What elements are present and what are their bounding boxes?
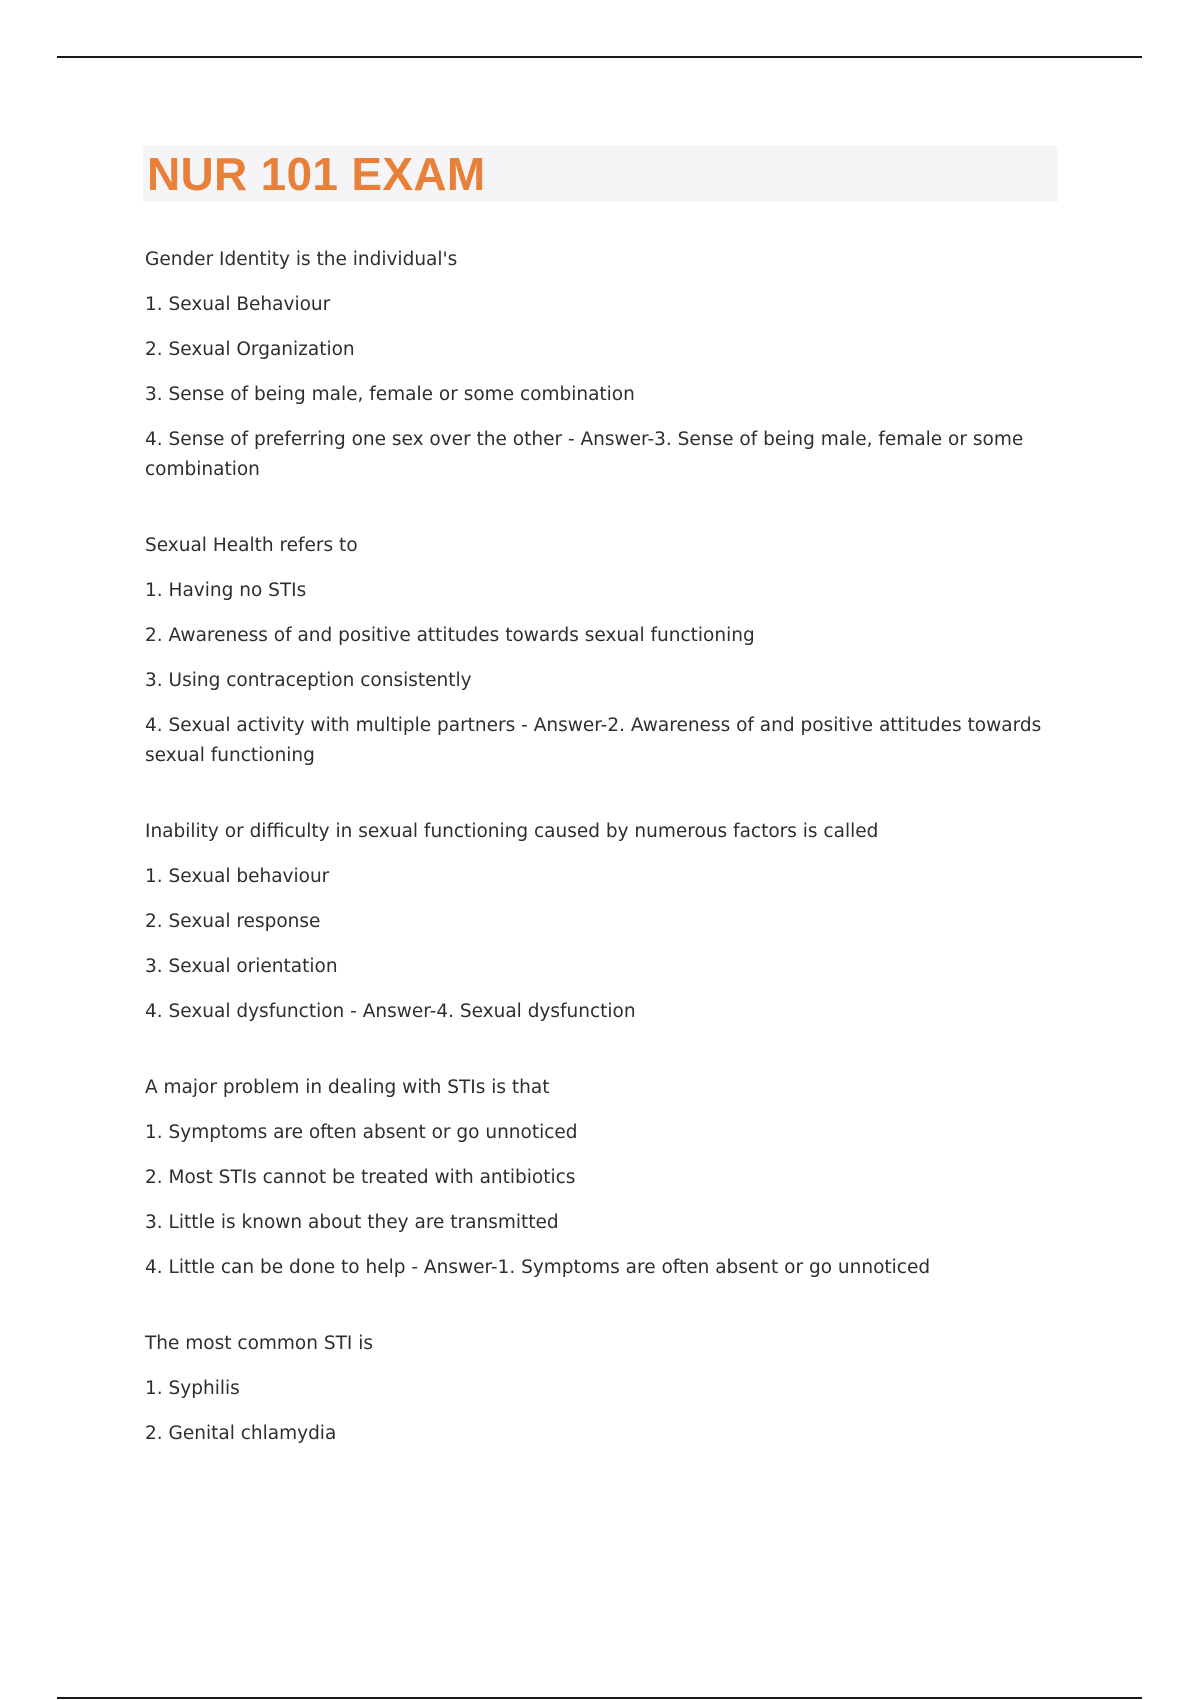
answer-option-with-key: 4. Sense of preferring one sex over the other - Answer-3. Sense of being male, female or some combination xyxy=(145,429,1024,480)
footer-rule xyxy=(57,1697,1142,1699)
question-block xyxy=(145,1073,1045,1283)
document-title: NUR 101 EXAM xyxy=(147,148,486,200)
question-stem: Inability or difficulty in sexual functioning caused by numerous factors is called xyxy=(145,821,879,842)
answer-option: 2. Genital chlamydia xyxy=(145,1423,337,1444)
answer-option-with-key: 4. Sexual activity with multiple partners - Answer-2. Awareness of and positive attitudes towards sexual functioning xyxy=(145,715,1042,766)
question-block xyxy=(145,531,1045,771)
answer-option: 1. Sexual Behaviour xyxy=(145,294,331,315)
answer-option: 2. Sexual Organization xyxy=(145,339,355,360)
question-stem: Gender Identity is the individual's xyxy=(145,249,458,270)
header-rule xyxy=(57,56,1142,58)
answer-option: 2. Most STIs cannot be treated with antibiotics xyxy=(145,1167,576,1188)
answer-option: 3. Little is known about they are transmitted xyxy=(145,1212,559,1233)
question-block xyxy=(145,245,1045,485)
answer-option: 3. Sexual orientation xyxy=(145,956,338,977)
answer-option: 1. Symptoms are often absent or go unnoticed xyxy=(145,1122,578,1143)
answer-option-with-key: 4. Little can be done to help - Answer-1. Symptoms are often absent or go unnoticed xyxy=(145,1257,931,1278)
answer-option: 2. Sexual response xyxy=(145,911,321,932)
answer-option: 1. Sexual behaviour xyxy=(145,866,330,887)
question-block xyxy=(145,817,1045,1027)
question-block xyxy=(145,1329,1045,1449)
answer-option: 2. Awareness of and positive attitudes towards sexual functioning xyxy=(145,625,755,646)
question-stem: Sexual Health refers to xyxy=(145,535,358,556)
answer-option: 1. Syphilis xyxy=(145,1378,240,1399)
question-list xyxy=(145,245,1045,1495)
answer-option: 3. Sense of being male, female or some combination xyxy=(145,384,635,405)
question-stem: A major problem in dealing with STIs is that xyxy=(145,1077,550,1098)
answer-option-with-key: 4. Sexual dysfunction - Answer-4. Sexual dysfunction xyxy=(145,1001,636,1022)
answer-option: 3. Using contraception consistently xyxy=(145,670,472,691)
question-stem: The most common STI is xyxy=(145,1333,374,1354)
answer-option: 1. Having no STIs xyxy=(145,580,307,601)
